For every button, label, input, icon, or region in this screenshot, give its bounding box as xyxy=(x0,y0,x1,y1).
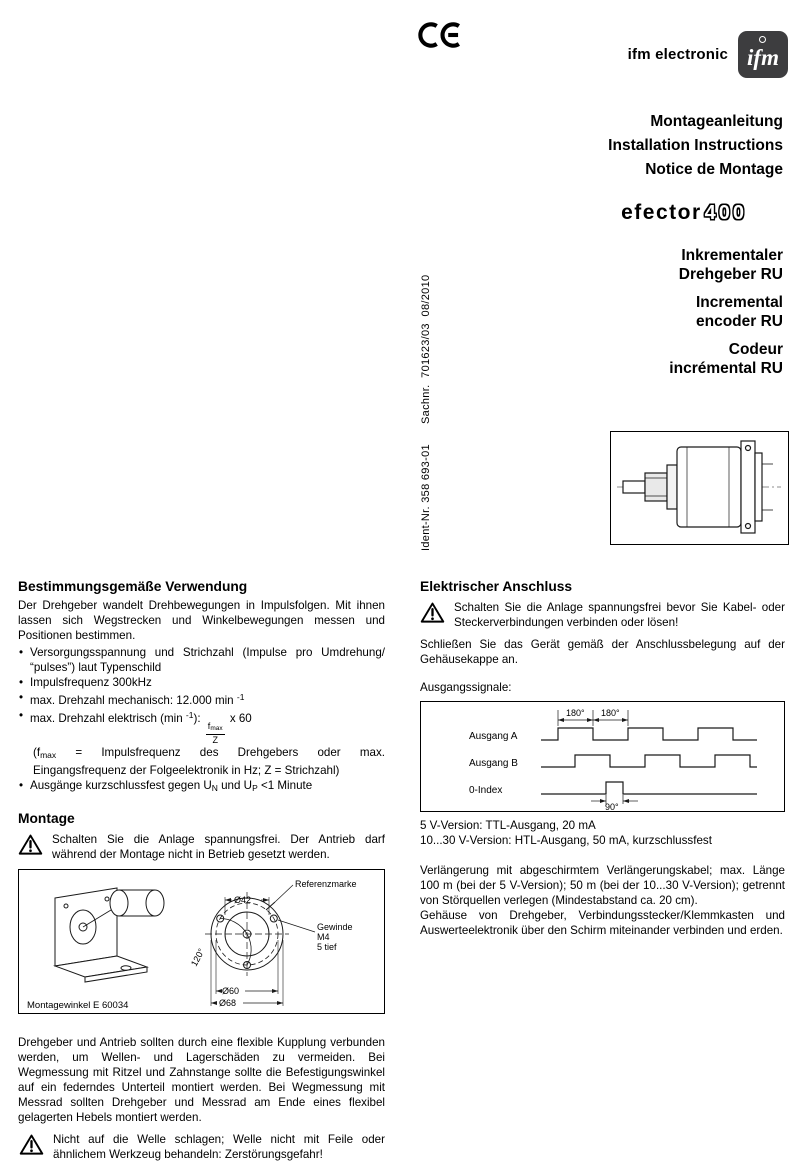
label-90: 90° xyxy=(605,802,619,812)
product-title-de-line2: Drehgeber RU xyxy=(678,266,783,283)
efector-wordmark: efector xyxy=(621,201,702,224)
document-titles xyxy=(608,110,783,182)
b5-p2: und U xyxy=(217,779,253,792)
b4-frac-fsub: max xyxy=(210,725,223,732)
ifm-logo-text: ifm xyxy=(747,45,779,70)
figure-label-m4: M4 xyxy=(317,932,330,942)
brand-name: ifm electronic xyxy=(627,46,728,63)
bullet-drehzahl-elektrisch xyxy=(18,708,385,778)
warning-icon xyxy=(420,601,445,624)
version-specs xyxy=(420,818,785,848)
product-title-en-line1: Incremental xyxy=(695,294,783,311)
version-5v: 5 V-Version: TTL-Ausgang, 20 mA xyxy=(420,819,596,832)
verwendung-bullet-list xyxy=(18,645,385,796)
b5-p3: <1 Minute xyxy=(257,779,313,792)
label-180a: 180° xyxy=(566,708,585,718)
doc-title-de: Montageanleitung xyxy=(650,113,783,130)
ce-mark-icon xyxy=(417,19,463,51)
signals-label: Ausgangssignale: xyxy=(420,681,512,694)
montage-warning xyxy=(18,832,385,862)
verwendung-intro: Der Drehgeber wandelt Drehbewegungen in Impulsfolgen. Mit ihnen lassen sich Wegstrecken und Winkelbewegungen messen und Positionen bestimmen. xyxy=(18,599,385,642)
b5-p1: Ausgänge kurzschlussfest gegen U xyxy=(30,779,212,792)
bullet-kurzschlussfest xyxy=(18,778,385,796)
b5-s2: P xyxy=(252,783,258,793)
ident-number-vertical: Ident-Nr. 358 693-01 Sachnr. 701623/03 08/2010 xyxy=(420,274,432,551)
doc-title-en: Installation Instructions xyxy=(608,137,783,154)
doc-title-fr: Notice de Montage xyxy=(645,161,783,178)
product-title-en xyxy=(669,293,783,331)
shaft-warning xyxy=(18,1132,385,1162)
ifm-logo-ring xyxy=(759,36,766,43)
figure-label-d68: Ø68 xyxy=(219,998,237,1008)
b4-sup: -1 xyxy=(185,710,194,720)
efector-logo xyxy=(621,201,747,225)
b4-fraction xyxy=(206,721,225,745)
section-heading-anschluss: Elektrischer Anschluss xyxy=(420,579,573,594)
figure-label-120deg: 120° xyxy=(188,946,207,968)
b4-note xyxy=(30,745,385,778)
shaft-warning-text: Nicht auf die Welle schlagen; Welle nicht mit Feile oder ähnlichem Werkzeug behandeln: Zerstörungsgefahr! xyxy=(53,1133,385,1161)
efector-series: 400 xyxy=(704,201,747,224)
b3-sup: -1 xyxy=(236,692,245,702)
figure-caption: Montagewinkel E 60034 xyxy=(27,1000,129,1011)
anschluss-paragraph2b: Gehäuse von Drehgeber, Verbindungsstecker/Klemmkasten und Auswerteelektronik über den Schirm miteinander verbinden und erden. xyxy=(420,909,785,937)
label-180b: 180° xyxy=(601,708,620,718)
version-10-30v: 10...30 V-Version: HTL-Ausgang, 50 mA, kurzschlussfest xyxy=(420,834,712,847)
left-column xyxy=(18,578,385,1162)
encoder-figure xyxy=(610,431,789,545)
label-0-index: 0-Index xyxy=(469,785,503,796)
brand-header xyxy=(628,31,788,78)
product-title-fr xyxy=(669,340,783,378)
b4-frac-den: Z xyxy=(212,735,218,745)
montage-paragraph: Drehgeber und Antrieb sollten durch eine flexible Kupplung verbunden werden, um Wellen- und Lagerschäden zu vermeiden. Bei Wegmessung mit Ritzel und Zahnstange sollte die Befestigungswinkel auf ein federndes Unterteil montiert werden. Bei Wegmessung mit Messrad sollten Drehgeber und Messrad am Ende eines flexibel gelagerten Hebels montiert werden. xyxy=(18,1036,385,1124)
section-heading-montage: Montage xyxy=(18,811,75,826)
montage-warning-text: Schalten Sie die Anlage spannungsfrei. Der Antrieb darf während der Montage nicht in Betrieb gesetzt werden. xyxy=(52,833,385,861)
b4-mid: ): xyxy=(193,712,204,725)
mounting-figure xyxy=(18,869,385,1014)
product-titles xyxy=(669,246,783,387)
timing-diagram-figure xyxy=(420,701,785,812)
encoder-drawing-icon xyxy=(611,432,788,544)
product-title-en-line2: encoder RU xyxy=(696,313,783,330)
warning-icon xyxy=(18,833,43,856)
b4-note-sub: max xyxy=(40,750,57,760)
b4-pre: max. Drehzahl elektrisch (min xyxy=(30,712,186,725)
section-heading-verwendung: Bestimmungsgemäße Verwendung xyxy=(18,579,248,594)
product-title-de xyxy=(669,246,783,284)
figure-label-d60: Ø60 xyxy=(222,986,240,996)
anschluss-paragraph2a: Verlängerung mit abgeschirmtem Verlängerungskabel; max. Länge 100 m (bei der 5 V-Version); 50 m (bei der 10...30 V-Version); getrennt von Störquellen verlegen (Mindestabstand ca. 20 cm). xyxy=(420,864,785,907)
product-title-de-line1: Inkrementaler xyxy=(681,247,783,264)
bullet-versorgungsspannung: • Versorgungsspannung und Strichzahl (Impulse pro Umdrehung/ “pulses”) laut Typenschild xyxy=(18,645,385,675)
figure-label-referenzmarke: Referenzmarke xyxy=(295,879,357,889)
anschluss-paragraph1: Schließen Sie das Gerät gemäß der Anschlussbelegung auf der Gehäusekappe an. xyxy=(420,638,785,666)
label-ausgang-b: Ausgang B xyxy=(469,758,518,769)
label-ausgang-a: Ausgang A xyxy=(469,731,518,742)
figure-label-d42: Ø42 xyxy=(234,895,252,905)
bullet-drehzahl-mechanisch xyxy=(18,690,385,708)
timing-diagram-icon xyxy=(421,702,784,811)
figure-label-gewinde: Gewinde xyxy=(317,922,353,932)
b4-note-rest: = Impulsfrequenz des Drehgebers oder max. Eingangsfrequenz der Folgeelektronik in Hz; Z = Strichzahl) xyxy=(33,746,385,777)
mounting-drawing-icon xyxy=(19,870,384,1013)
warning-icon xyxy=(19,1133,44,1156)
b5-s1: N xyxy=(211,783,218,793)
anschluss-warning-text: Schalten Sie die Anlage spannungsfrei bevor Sie Kabel- oder Steckerverbindungen verbinden oder lösen! xyxy=(454,601,785,629)
right-column xyxy=(420,578,785,938)
bullet-impulsfrequenz: • Impulsfrequenz 300kHz xyxy=(18,675,385,690)
b4-note-pre: (f xyxy=(33,746,41,759)
figure-label-5tief: 5 tief xyxy=(317,942,337,952)
b4-frac-f: f xyxy=(207,721,211,731)
anschluss-warning xyxy=(420,600,785,630)
product-title-fr-line1: Codeur xyxy=(728,341,783,358)
b4-post: x 60 xyxy=(226,712,252,725)
product-title-fr-line2: incrémental RU xyxy=(669,360,783,377)
b3-text: max. Drehzahl mechanisch: 12.000 min xyxy=(30,694,237,707)
ifm-logo-icon xyxy=(738,31,788,78)
